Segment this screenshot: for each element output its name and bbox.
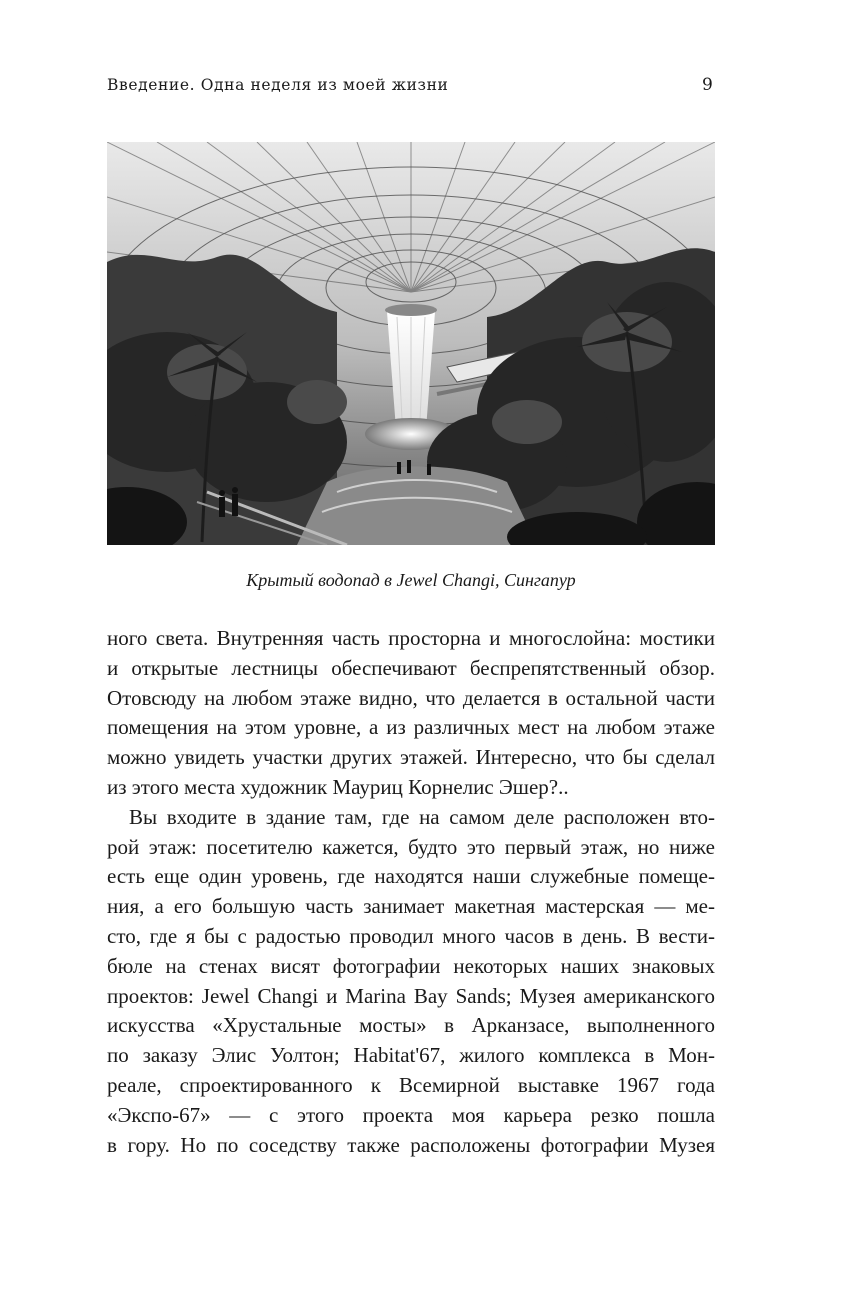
text-line: Отовсюду на любом этаже видно, что делается в остальной части xyxy=(107,685,715,710)
text-line: реале, спроектированного к Всемирной выставке 1967 года xyxy=(107,1072,715,1097)
text-line: ного света. Внутренняя часть просторна и многослойна: мостики xyxy=(107,626,715,650)
text-line: по заказу Элис Уолтон; Habitat'67, жилого комплекса в Мон- xyxy=(107,1043,715,1068)
body-text xyxy=(107,624,715,1160)
text-line: бюле на стенах висят фотографии некоторых наших знаковых xyxy=(107,953,715,978)
text-line: Вы входите в здание там, где на самом деле расположен вто- xyxy=(129,804,715,829)
text-line: сто, где я бы с радостью проводил много часов в день. В вести- xyxy=(107,923,715,948)
text-line: искусства «Хрустальные мосты» в Арканзасе, выполненного xyxy=(107,1013,715,1038)
text-line: есть еще один уровень, где находятся наши служебные помеще- xyxy=(107,864,715,889)
figure-caption: Крытый водопад в Jewel Changi, Сингапур xyxy=(246,570,576,590)
text-line: ния, а его большую часть занимает макетная мастерская — ме- xyxy=(107,894,715,919)
text-line: проектов: Jewel Changi и Marina Bay Sands; Музея американского xyxy=(107,983,715,1008)
text-line: рой этаж: посетителю кажется, будто это первый этаж, но ниже xyxy=(107,834,715,859)
text-line: из этого места художник Мауриц Корнелис Эшер?.. xyxy=(107,774,569,799)
waterfall-atrium-photo xyxy=(107,142,715,545)
text-line: помещения на этом уровне, а из различных мест на любом этаже xyxy=(107,715,715,740)
running-title: Введение. Одна неделя из моей жизни xyxy=(107,76,449,94)
text-line: и открытые лестницы обеспечивают беспрепятственный обзор. xyxy=(107,655,715,680)
text-line: в гору. Но по соседству также расположены фотографии Музея xyxy=(107,1132,715,1157)
text-line: можно увидеть участки других этажей. Интересно, что бы сделал xyxy=(107,745,715,770)
page-number: 9 xyxy=(702,75,713,95)
text-line: «Экспо-67» — с этого проекта моя карьера резко пошла xyxy=(107,1102,715,1127)
